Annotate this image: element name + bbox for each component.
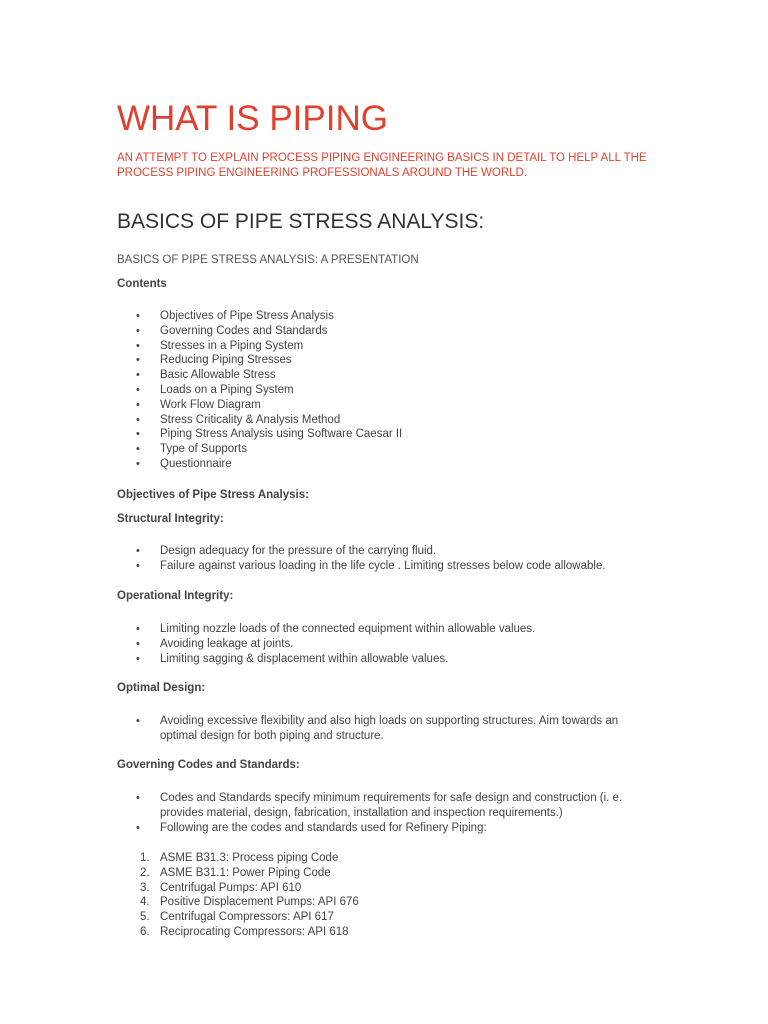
- list-item: • Type of Supports: [117, 442, 677, 457]
- objectives-heading: Objectives of Pipe Stress Analysis:: [117, 489, 309, 501]
- list-item: • Basic Allowable Stress: [117, 368, 677, 383]
- list-item: • Codes and Standards specify minimum requirements for safe design and construction (i. e. provides material, design, fabrication, installation and inspection requirements.): [117, 791, 657, 821]
- list-item: 6. Reciprocating Compressors: API 618: [140, 925, 349, 938]
- site-title[interactable]: WHAT IS PIPING: [117, 99, 388, 138]
- list-item: • Limiting nozzle loads of the connected equipment within allowable values.: [117, 622, 677, 637]
- list-item: • Governing Codes and Standards: [117, 324, 677, 339]
- post-title[interactable]: BASICS OF PIPE STRESS ANALYSIS:: [117, 210, 485, 233]
- contents-list: [117, 309, 677, 472]
- operational-heading: Operational Integrity:: [117, 590, 234, 602]
- list-item: 3. Centrifugal Pumps: API 610: [140, 881, 302, 894]
- list-item: 4. Positive Displacement Pumps: API 676: [140, 896, 359, 909]
- list-item: • Failure against various loading in the life cycle . Limiting stresses below code allowable.: [117, 559, 677, 574]
- codes-bullets: [117, 791, 657, 835]
- list-item: • Avoiding excessive flexibility and also high loads on supporting structures. Aim towards an optimal design for both piping and structure.: [117, 714, 657, 744]
- list-item: • Piping Stress Analysis using Software Caesar II: [117, 427, 677, 442]
- list-item: • Reducing Piping Stresses: [117, 353, 677, 368]
- list-item: • Design adequacy for the pressure of the carrying fluid.: [117, 544, 677, 559]
- list-item: 2. ASME B31.1: Power Piping Code: [140, 866, 331, 879]
- operational-list: [117, 622, 677, 666]
- optimal-list: [117, 714, 657, 744]
- list-item: 1. ASME B31.3: Process piping Code: [140, 852, 339, 864]
- site-description: AN ATTEMPT TO EXPLAIN PROCESS PIPING ENGINEERING BASICS IN DETAIL TO HELP ALL THE PROCESS PIPING ENGINEERING PROFESSIONALS AROUND THE WORLD.: [117, 152, 647, 179]
- list-item: • Stress Criticality & Analysis Method: [117, 413, 677, 428]
- codes-numbered-list: [117, 851, 677, 940]
- list-item: • Work Flow Diagram: [117, 398, 677, 413]
- list-item: • Avoiding leakage at joints.: [117, 637, 677, 652]
- list-item: • Limiting sagging & displacement within allowable values.: [117, 652, 677, 667]
- list-item: • Following are the codes and standards used for Refinery Piping:: [117, 821, 657, 836]
- structural-heading: Structural Integrity:: [117, 513, 224, 525]
- list-item: • Loads on a Piping System: [117, 383, 677, 398]
- contents-heading: Contents: [117, 278, 167, 290]
- post-subtitle: BASICS OF PIPE STRESS ANALYSIS: A PRESENTATION: [117, 254, 419, 266]
- codes-heading: Governing Codes and Standards:: [117, 759, 300, 771]
- list-item: • Stresses in a Piping System: [117, 339, 677, 354]
- structural-list: [117, 544, 677, 574]
- list-item: • Objectives of Pipe Stress Analysis: [117, 309, 677, 324]
- list-item: • Questionnaire: [117, 457, 677, 472]
- list-item: 5. Centrifugal Compressors: API 617: [140, 911, 334, 924]
- optimal-heading: Optimal Design:: [117, 682, 206, 694]
